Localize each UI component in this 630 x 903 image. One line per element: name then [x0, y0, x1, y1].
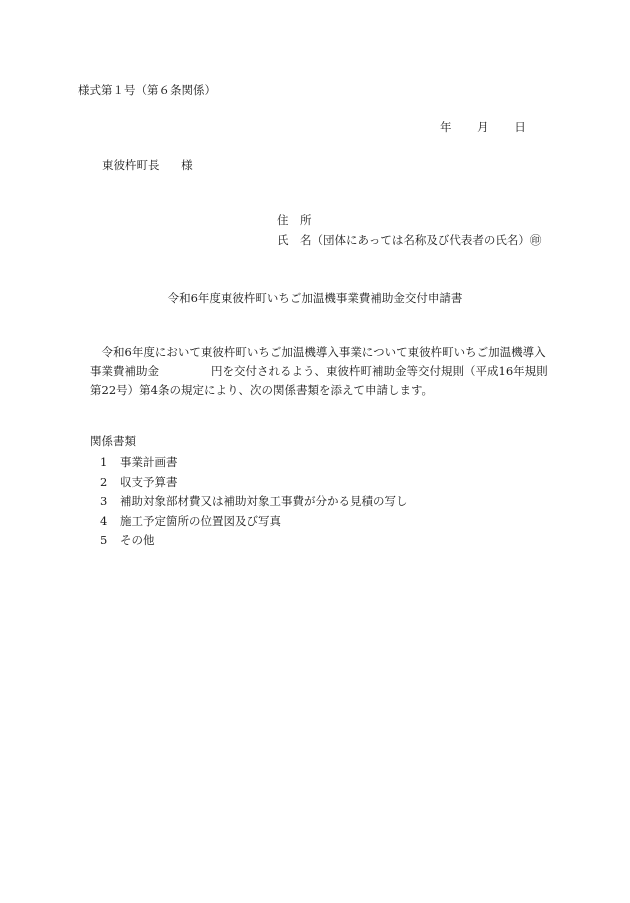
date-line: [440, 119, 526, 135]
list-item-number: 4: [100, 513, 108, 528]
date-month-label: 月: [477, 120, 489, 134]
addressee: [102, 157, 193, 173]
applicant-name-label: 氏 名（団体にあっては名称及び代表者の氏名）㊞: [277, 233, 542, 247]
list-item-number: 2: [100, 474, 108, 489]
list-item: [100, 492, 408, 512]
list-item: [100, 473, 408, 493]
body-paragraph: [90, 343, 550, 400]
list-item-text: 収支予算書: [120, 474, 178, 489]
related-documents-list: [100, 453, 408, 551]
list-item-text: 補助対象部材費又は補助対象工事費が分かる見積の写し: [120, 494, 408, 508]
list-item-number: 1: [100, 455, 108, 469]
applicant-address-label: 住 所: [277, 213, 312, 227]
list-item-number: 3: [100, 494, 108, 508]
body-text-before-amount: 令和6年度において東彼杵町いちご加温機導入事業について東彼杵町いちご加温機導入事業費補助金: [90, 345, 546, 378]
list-item-text: 事業計画書: [120, 455, 178, 469]
date-year-label: 年: [440, 120, 452, 134]
list-item: [100, 453, 408, 473]
list-item: [100, 512, 408, 532]
addressee-name: 東彼杵町長: [102, 158, 160, 172]
date-day-label: 日: [514, 120, 526, 134]
list-item: [100, 531, 408, 551]
list-item-number: 5: [100, 533, 108, 547]
form-number: 様式第１号（第６条関係）: [78, 83, 216, 97]
addressee-honorific: 様: [181, 158, 193, 172]
body-text-after-amount: 円を交付されるよう、東彼杵町補助金等交付規則（平成16年規則第22号）第4条の規定により、次の関係書類を添えて申請します。: [90, 364, 548, 397]
related-documents-heading: 関係書類: [90, 434, 136, 448]
list-item-text: 施工予定箇所の位置図及び写真: [120, 513, 281, 528]
list-item-text: その他: [120, 533, 155, 547]
document-title: 令和6年度東彼杵町いちご加温機事業費補助金交付申請書: [167, 291, 463, 305]
